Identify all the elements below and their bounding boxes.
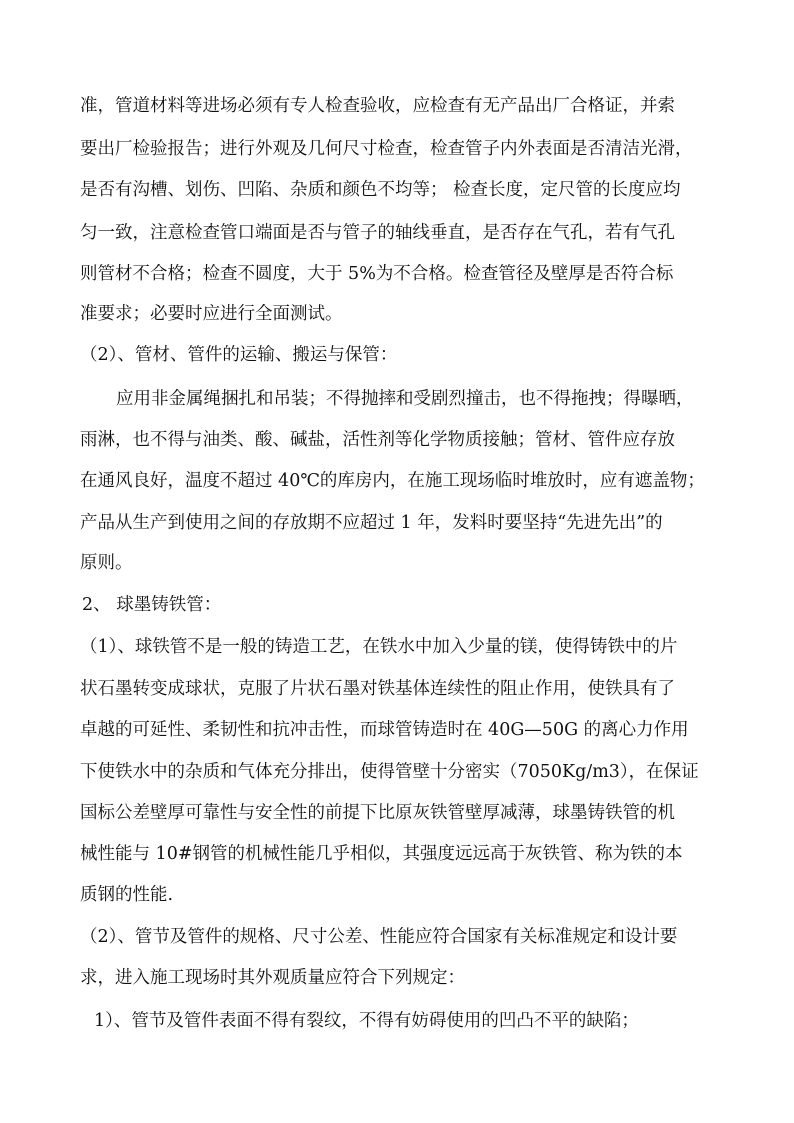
section-heading: （2）、管材、管件的运输、搬运与保管： — [80, 345, 398, 365]
text-line: 下使铁水中的杂质和气体充分排出，使得管壁十分密实（7050Kg/m3），在保证 — [80, 762, 699, 782]
text-line: 雨淋，也不得与油类、酸、碱盐，活性剂等化学物质接触；管材、管件应存放 — [80, 430, 675, 450]
text-line: 卓越的可延性、柔韧性和抗冲击性，而球管铸造时在 40G—50G 的离心力作用 — [80, 720, 689, 740]
section-heading: （2）、管节及管件的规格、尺寸公差、性能应符合国家有关标准规定和设计要 — [80, 927, 678, 947]
text-line: 应用非金属绳捆扎和吊装；不得抛摔和受剧烈撞击，也不得拖拽；得曝晒， — [116, 389, 694, 409]
text-line: 匀一致，注意检查管口端面是否与管子的轴线垂直，是否存在气孔，若有气孔 — [80, 223, 675, 243]
list-item: 1）、管节及管件表面不得有裂纹，不得有妨碍使用的凹凸不平的缺陷； — [94, 1011, 639, 1031]
text-line: 则管材不合格；检查不圆度，大于 5%为不合格。检查管径及壁厚是否符合标 — [80, 264, 674, 284]
text-line: 产品从生产到使用之间的存放期不应超过 1 年，发料时要坚持“先进先出”的 — [80, 513, 663, 533]
text-line: 准要求；必要时应进行全面测试。 — [80, 304, 343, 324]
text-line: 要出厂检验报告；进行外观及几何尺寸检查，检查管子内外表面是否清洁光滑， — [80, 139, 693, 159]
text-line: 准，管道材料等进场必须有专人检查验收，应检查有无产品出厂合格证，并索 — [80, 96, 675, 116]
section-heading: 2、 球墨铸铁管： — [82, 595, 222, 615]
text-line: 质钢的性能. — [80, 885, 174, 905]
text-line: 是否有沟槽、划伤、凹陷、杂质和颜色不均等； 检查长度，定尺管的长度应均 — [80, 180, 681, 200]
text-line: 原则。 — [80, 553, 133, 573]
text-line: 械性能与 10#钢管的机械性能几乎相似，其强度远远高于灰铁管、称为铁的本 — [80, 844, 683, 864]
text-line: 求，进入施工现场时其外观质量应符合下列规定： — [80, 968, 465, 988]
text-line: 国标公差壁厚可靠性与安全性的前提下比原灰铁管壁厚减薄，球墨铸铁管的机 — [80, 803, 675, 823]
text-line: 状石墨转变成球状，克服了片状石墨对铁基体连续性的阻止作用，使铁具有了 — [80, 679, 675, 699]
text-line: 在通风良好，温度不超过 40℃的库房内，在施工现场临时堆放时，应有遮盖物； — [80, 471, 705, 491]
text-line: （1）、球铁管不是一般的铸造工艺，在铁水中加入少量的镁，使得铸铁中的片 — [80, 637, 678, 657]
